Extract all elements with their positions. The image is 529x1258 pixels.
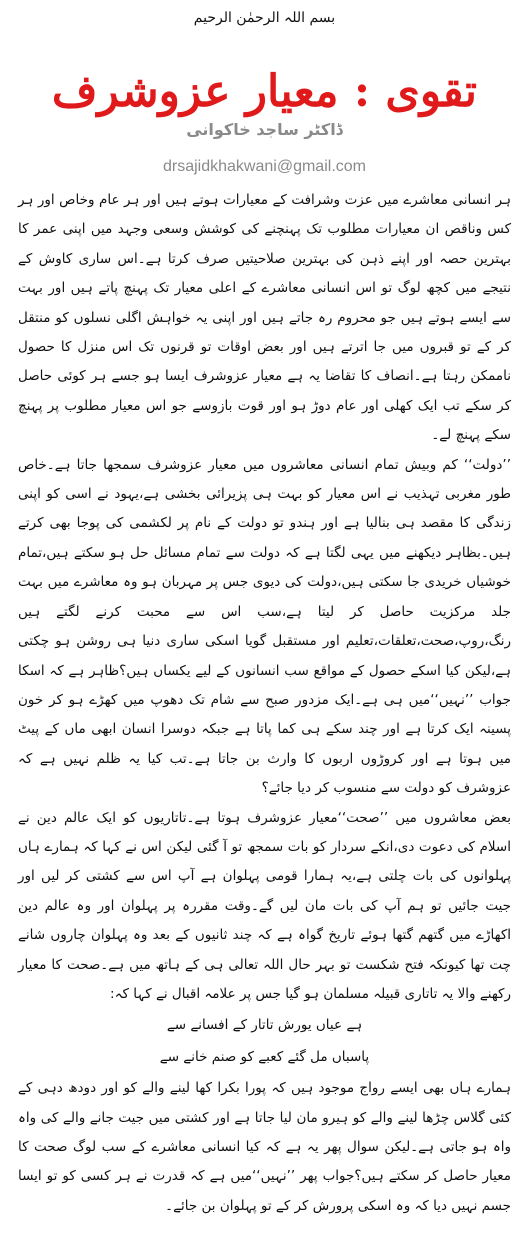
paragraph: ہمارے ہاں بھی ایسے رواج موجود ہیں کہ پورا بکرا کھا لینے والے کو اور دودھ دہی کے کئی گلاس چڑھا لینے والے کو ہیرو مان لیا جاتا ہے اور کشتی میں جیت جانے والے کی واہ واہ ہو جاتی ہے۔لیکن سوال پھر یہ ہے کہ کیا انسانی معاشرے کے سب لوگ صحت کا معیار حاصل کر سکتے ہیں؟جواب پھر ’’نہیں‘‘میں ہے کہ قدرت نے ہر کسی کو تو ایسا جسم نہیں دیا کہ وہ اسکی پرورش کر کے تو پہلوان بن جائے۔ <box>18 1080 511 1214</box>
author-email: drsajidkhakwani@gmail.com <box>163 158 366 175</box>
article-title: تقوی : معیار عزوشرف <box>51 66 478 117</box>
paragraph: ’’دولت‘‘ کم وبیش تمام انسانی معاشروں میں معیار عزوشرف سمجھا جاتا ہے۔خاص طور مغربی تہذیب نے اس معیار کو بہت ہی پزیرائی بخشی ہے،یہود نے اسی کو اپنی زندگی کا مقصد ہی بنالیا ہے اور ہندو تو دولت کے نام پر لکشمی کی پوجا بھی کرتے ہیں۔بظاہر دیکھنے میں یہی لگتا ہے کہ دولت سے تمام مسائل حل ہو سکتے ہیں،تمام خوشیاں خریدی جا سکتی ہیں،دولت کی دیوی جس پر مہربان ہو وہ معاشرے میں بہت جلد مرکزیت حاصل کر لیتا ہے،سب اس سے محبت کرنے لگتے ہیں رنگ،روپ،صحت،تعلقات،تعلیم اور مستقبل گویا اسکی ساری دنیا ہی روشن ہو چکتی ہے،لیکن کیا اسکے حصول کے مواقع سب انسانوں کے لیے یکساں ہیں؟ظاہر ہے کہ اسکا جواب ’’نہیں‘‘میں ہی ہے۔ایک مزدور صبح سے شام تک دھوپ میں کھڑے ہو کر خون پسینہ ایک کرتا ہے اور چند سکے ہی کما پاتا ہے جبکہ دوسرا انسان ابھی ماں کے پیٹ میں ہوتا ہے اور کروڑوں اربوں کا وارث بن جاتا ہے۔تب کیا یہ ظلم نہیں ہے کہ عزوشرف کو دولت سے منسوب کر دیا جائے؟ <box>18 456 511 797</box>
article-body <box>18 186 511 1221</box>
bismillah-heading: بسم اللہ الرحمٰن الرحیم <box>193 10 336 26</box>
poetry-couplet-line: ہے عیاں یورش تاتار کے افسانے سے <box>166 1017 363 1034</box>
paragraph: بعض معاشروں میں ’’صحت‘‘معیار عزوشرف ہوتا ہے۔تاتاریوں کو ایک عالم دین نے اسلام کی دعوت دی،انکے سردار کو بات سمجھ تو آ گئی لیکن اس نے کہا کہ ہمارے ہاں پہلوانوں کی بات چلتی ہے،یہ ہمارا قومی پہلوان ہے آپ اس سے کشتی کر لیں اور جیت جائیں تو ہم آپ کی بات مان لیں گے۔وقت مقررہ پر پہلوان اور وہ عالم دین اکھاڑے میں گتھم گتھا ہوئے تاریخ گواہ ہے کہ چند ثانیوں کے بعد وہ پہلوان چاروں شانے چت تھا کیونکہ فتح شکست تو بہر حال اللہ تعالی ہی کے ہاتھ میں ہے۔صحت کا معیار رکھنے والا یہ تاتاری قبیلہ مسلمان ہو گیا جس پر علامہ اقبال نے کہا کہ: <box>18 809 511 1002</box>
paragraph: ہر انسانی معاشرے میں عزت وشرافت کے معیارات ہوتے ہیں اور ہر عام وخاص اور ہر کس وناقص ان معیارات مطلوب تک پہنچنے کی کوشش وسعی وجہد میں اپنی عمر کا بہترین حصہ اور اپنے ذہن کی بہترین صلاحیتیں صرف کرتا ہے۔اس ساری کاوش کے نتیجے میں کچھ لوگ تو اس انسانی معاشرے کے اعلی معیار تک پہنچ پاتے ہیں اور بہت سے ایسے ہوتے ہیں جو محروم رہ جاتے ہیں اور اپنی یہ خواہش اگلی نسلوں کو منتقل کر کے تو قبروں میں جا اترتے ہیں اور بعض اوقات تو قرنوں تک اس منزل کا حصول ناممکن رہتا ہے۔انصاف کا تقاضا یہ ہے معیار عزوشرف ایسا ہو جسے ہر کوئی حاصل کر سکے تب ایک کھلی اور عام دوڑ ہو اور قوت بازوسے جو اس معیار مطلوب پر پہنچ سکے پہنچ لے۔ <box>18 192 511 444</box>
author-name: ڈاکٹر ساجد خاکوانی <box>186 120 343 139</box>
poetry-couplet-line: پاسباں مل گئے کعبے کو صنم خانے سے <box>159 1048 370 1065</box>
